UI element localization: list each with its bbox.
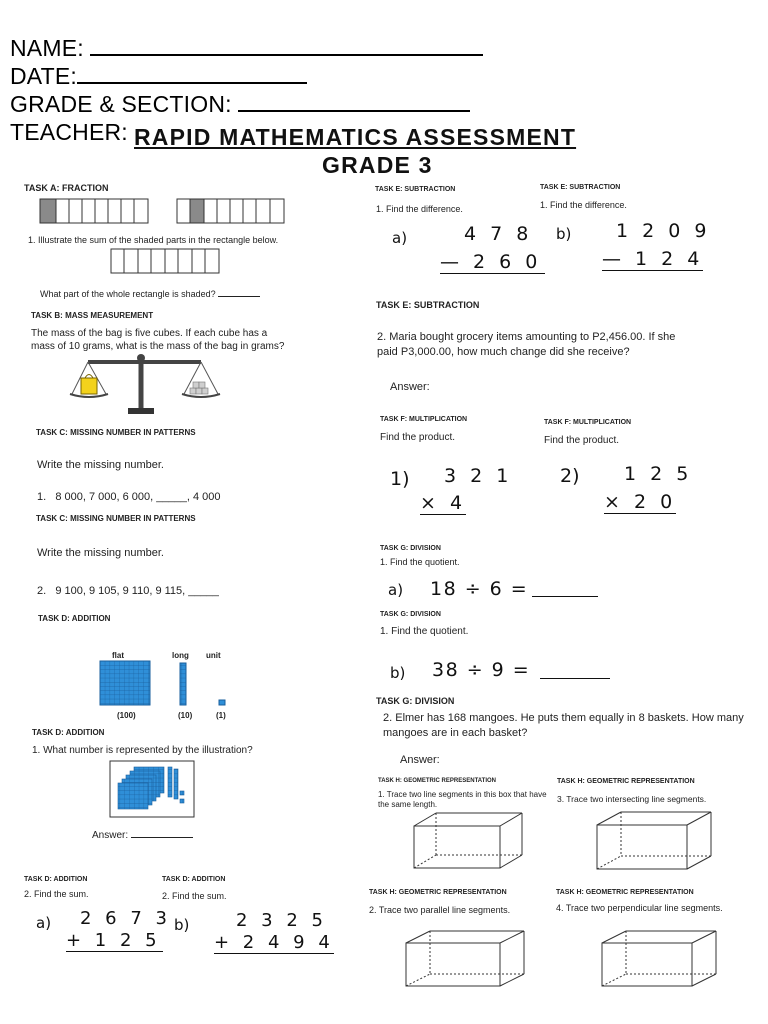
task-f-b-instruction: Find the product. bbox=[544, 435, 620, 446]
task-f-b-label: 2) bbox=[560, 465, 580, 487]
flat-label: flat bbox=[112, 651, 124, 660]
cubes-icon bbox=[190, 382, 208, 394]
task-d3b-heading: TASK D: ADDITION bbox=[162, 876, 226, 883]
task-d3b-instruction: 2. Find the sum. bbox=[162, 891, 227, 901]
task-e2-heading: TASK E: SUBTRACTION bbox=[376, 300, 480, 310]
task-e2-answer-label[interactable]: Answer: bbox=[390, 381, 430, 393]
task-g1-answer-blank[interactable] bbox=[532, 596, 598, 597]
task-d2-answer: Answer: bbox=[92, 829, 193, 842]
grade-section-blank[interactable] bbox=[238, 90, 470, 112]
grade-section-label: GRADE & SECTION: bbox=[10, 91, 232, 117]
task-e1a-bottom[interactable]: — 2 6 0 bbox=[440, 251, 545, 274]
task-a-question: What part of the whole rectangle is shaded? bbox=[40, 288, 260, 301]
long-label: long bbox=[172, 651, 189, 660]
task-d3b-top: 2 3 2 5 bbox=[236, 910, 327, 931]
unit-value: (1) bbox=[216, 711, 226, 720]
long-value: (10) bbox=[178, 711, 193, 720]
task-c1-heading: TASK C: MISSING NUMBER IN PATTERNS bbox=[36, 428, 196, 437]
task-e1a-heading: TASK E: SUBTRACTION bbox=[375, 186, 456, 193]
task-f-a-top: 3 2 1 bbox=[444, 465, 513, 487]
task-g2-answer-blank[interactable] bbox=[540, 678, 610, 679]
task-a-instruction: 1. Illustrate the sum of the shaded parts in the rectangle below. bbox=[28, 235, 279, 245]
task-h2-instruction: 2. Trace two parallel line segments. bbox=[369, 905, 511, 915]
task-h3-heading: TASK H: GEOMETRIC REPRESENTATION bbox=[557, 778, 695, 785]
task-d3a-instruction: 2. Find the sum. bbox=[24, 889, 89, 899]
task-d1-heading: TASK D: ADDITION bbox=[38, 614, 111, 623]
long-block-icon bbox=[180, 663, 186, 705]
box-figure-3[interactable] bbox=[597, 811, 713, 871]
task-d3b-label: b) bbox=[174, 916, 190, 934]
task-g2-heading: TASK G: DIVISION bbox=[380, 611, 441, 618]
grade-section-field bbox=[10, 90, 470, 118]
task-e1a-instruction: 1. Find the difference. bbox=[376, 204, 463, 214]
date-blank[interactable] bbox=[77, 62, 307, 84]
task-d3a-top: 2 6 7 3 bbox=[80, 908, 171, 929]
name-blank[interactable] bbox=[90, 34, 483, 56]
box-figure-1[interactable] bbox=[414, 812, 524, 870]
task-g3-answer-label[interactable]: Answer: bbox=[400, 754, 440, 766]
task-h3-instruction: 3. Trace two intersecting line segments. bbox=[557, 794, 707, 804]
answer-rectangle[interactable] bbox=[111, 249, 223, 275]
task-e2-problem: 2. Maria bought grocery items amounting to P2,456.00. If she paid P3,000.00, how much change did she receive? bbox=[377, 331, 676, 358]
task-e1b-top: 1 2 0 9 bbox=[616, 220, 711, 242]
task-f-b-bottom[interactable]: × 2 0 bbox=[604, 491, 677, 513]
task-c1-sequence: 8 000, 7 000, 6 000, _____, 4 000 bbox=[55, 491, 221, 503]
task-d3a-label: a) bbox=[36, 914, 52, 932]
task-f-a-heading: TASK F: MULTIPLICATION bbox=[380, 416, 468, 423]
task-d3b-bottom[interactable]: + 2 4 9 4 bbox=[214, 932, 334, 953]
task-f-b-heading: TASK F: MULTIPLICATION bbox=[544, 419, 632, 426]
task-h1-heading: TASK H: GEOMETRIC REPRESENTATION bbox=[378, 778, 497, 784]
task-e1b-bottom[interactable]: — 1 2 4 bbox=[602, 248, 704, 270]
task-a-heading: TASK A: FRACTION bbox=[24, 183, 109, 193]
bag-icon bbox=[81, 378, 97, 394]
task-e1b-instruction: 1. Find the difference. bbox=[540, 200, 627, 210]
task-f-a-label: 1) bbox=[390, 468, 410, 490]
task-c2-sequence: 9 100, 9 105, 9 110, 9 115, _____ bbox=[55, 585, 219, 597]
date-field bbox=[10, 62, 307, 90]
task-h4-heading: TASK H: GEOMETRIC REPRESENTATION bbox=[556, 889, 694, 896]
base-ten-blocks bbox=[100, 661, 235, 707]
task-g3-heading: TASK G: DIVISION bbox=[376, 696, 455, 706]
name-field bbox=[10, 34, 483, 62]
task-c1-instruction: Write the missing number. bbox=[37, 459, 164, 471]
task-g2-instruction: 1. Find the quotient. bbox=[380, 626, 469, 637]
box-figure-2[interactable] bbox=[406, 930, 526, 988]
task-e1a-top: 4 7 8 bbox=[464, 223, 533, 245]
task-g1-heading: TASK G: DIVISION bbox=[380, 545, 441, 552]
task-c2-heading: TASK C: MISSING NUMBER IN PATTERNS bbox=[36, 514, 196, 523]
task-d2-question: 1. What number is represented by the illustration? bbox=[32, 745, 253, 756]
task-d3a-heading: TASK D: ADDITION bbox=[24, 876, 88, 883]
task-c1-item: 1. 8 000, 7 000, 6 000, _____, 4 000 bbox=[37, 491, 221, 503]
task-g1-instruction: 1. Find the quotient. bbox=[380, 557, 460, 567]
task-b-heading: TASK B: MASS MEASUREMENT bbox=[31, 311, 154, 320]
task-g3-problem: 2. Elmer has 168 mangoes. He puts them equally in 8 baskets. How many mangoes are in each basket? bbox=[383, 712, 744, 739]
grade-title: GRADE 3 bbox=[322, 152, 433, 178]
unit-block-icon bbox=[219, 700, 225, 705]
blocks-illustration bbox=[110, 761, 196, 819]
unit-label: unit bbox=[206, 651, 221, 660]
task-h1-instruction: 1. Trace two line segments in this box that have the same length. bbox=[378, 790, 547, 809]
box-figure-4[interactable] bbox=[602, 930, 718, 988]
task-d3a-bottom[interactable]: + 1 2 5 bbox=[66, 930, 161, 951]
task-g2-expression: 38 ÷ 9 = bbox=[432, 659, 531, 681]
flat-block-icon bbox=[100, 661, 150, 705]
task-d2-heading: TASK D: ADDITION bbox=[32, 728, 105, 737]
fraction-rectangles bbox=[40, 199, 300, 225]
task-g1-label: a) bbox=[388, 581, 404, 599]
flat-value: (100) bbox=[117, 711, 136, 720]
name-label: NAME: bbox=[10, 35, 84, 61]
task-e1b-heading: TASK E: SUBTRACTION bbox=[540, 184, 621, 191]
task-d2-answer-blank[interactable] bbox=[131, 837, 193, 838]
task-e1a-label: a) bbox=[392, 229, 408, 247]
task-e1b-label: b) bbox=[556, 225, 572, 243]
task-h4-instruction: 4. Trace two perpendicular line segments. bbox=[556, 903, 723, 913]
task-g2-label: b) bbox=[390, 664, 406, 682]
task-g1-expression: 18 ÷ 6 = bbox=[430, 578, 529, 600]
task-c2-instruction: Write the missing number. bbox=[37, 547, 164, 559]
task-f-a-bottom[interactable]: × 4 bbox=[420, 492, 467, 514]
teacher-label: TEACHER: bbox=[10, 119, 128, 145]
task-c2-item: 2. 9 100, 9 105, 9 110, 9 115, _____ bbox=[37, 585, 219, 597]
task-h2-heading: TASK H: GEOMETRIC REPRESENTATION bbox=[369, 889, 507, 896]
balance-scale-icon bbox=[66, 352, 226, 418]
task-b-problem: The mass of the bag is five cubes. If each cube has a mass of 10 grams, what is the mass of the bag in grams? bbox=[31, 328, 285, 352]
task-f-b-top: 1 2 5 bbox=[624, 463, 693, 485]
task-a-answer-blank[interactable] bbox=[218, 296, 260, 297]
date-label: DATE: bbox=[10, 63, 78, 89]
task-f-a-instruction: Find the product. bbox=[380, 432, 456, 443]
page-title: RAPID MATHEMATICS ASSESSMENT bbox=[134, 124, 577, 150]
